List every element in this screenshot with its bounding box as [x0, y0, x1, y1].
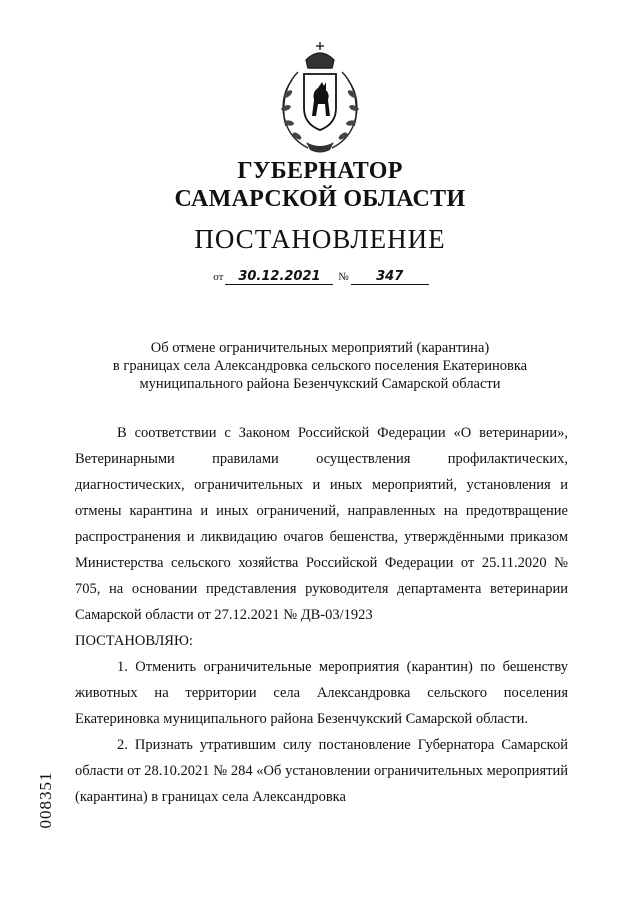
coat-of-arms-emblem — [268, 38, 372, 156]
number-label: № — [338, 271, 349, 283]
item-1-paragraph: 1. Отменить ограничительные мероприятия (карантин) по бешенству животных на территории села Александровка сельского поселения Екатериновка муниципального района Безенчукский Самарской области. — [75, 659, 568, 727]
authority-title-line1: ГУБЕРНАТОР — [237, 158, 403, 184]
subject-line: в границах села Александровка сельского поселения Екатериновка — [112, 358, 528, 374]
side-serial-number: 008351 — [36, 771, 55, 829]
date-label: от — [213, 271, 224, 283]
preamble-paragraph: В соответствии с Законом Российской Федерации «О ветеринарии», Ветеринарными правилами осуществления профилактических, диагностических, ограничительных и иных мероприятий, установления и отмены карантина и иных ограничений, направленных на предотвращение распространения и ликвидацию очагов бешенства, утверждёнными приказом Министерства сельского хозяйства Российской Федерации от 25.11.2020 № 705, на основании представления руководителя департамента ветеринарии Самарской области от 27.12.2021 № ДВ-03/1923 — [75, 425, 568, 623]
authority-title-line2: САМАРСКОЙ ОБЛАСТИ — [174, 186, 466, 212]
date-value: 30.12.2021 — [225, 270, 333, 285]
item-2-paragraph: 2. Признать утратившим силу постановление Губернатора Самарской области от 28.10.2021 № 284 «Об установлении ограничительных мероприятий (карантина) в границах села Александровка — [75, 737, 568, 805]
decree-body — [75, 420, 568, 810]
decree-subject — [60, 339, 580, 393]
number-value: 347 — [351, 270, 429, 285]
date-number-line — [0, 270, 640, 285]
subject-line: Об отмене ограничительных мероприятий (карантина) — [150, 340, 490, 356]
subject-line: муниципального района Безенчукский Самарской области — [139, 376, 501, 392]
document-type-title: ПОСТАНОВЛЕНИЕ — [194, 224, 446, 254]
resolve-word: ПОСТАНОВЛЯЮ: — [75, 633, 193, 649]
